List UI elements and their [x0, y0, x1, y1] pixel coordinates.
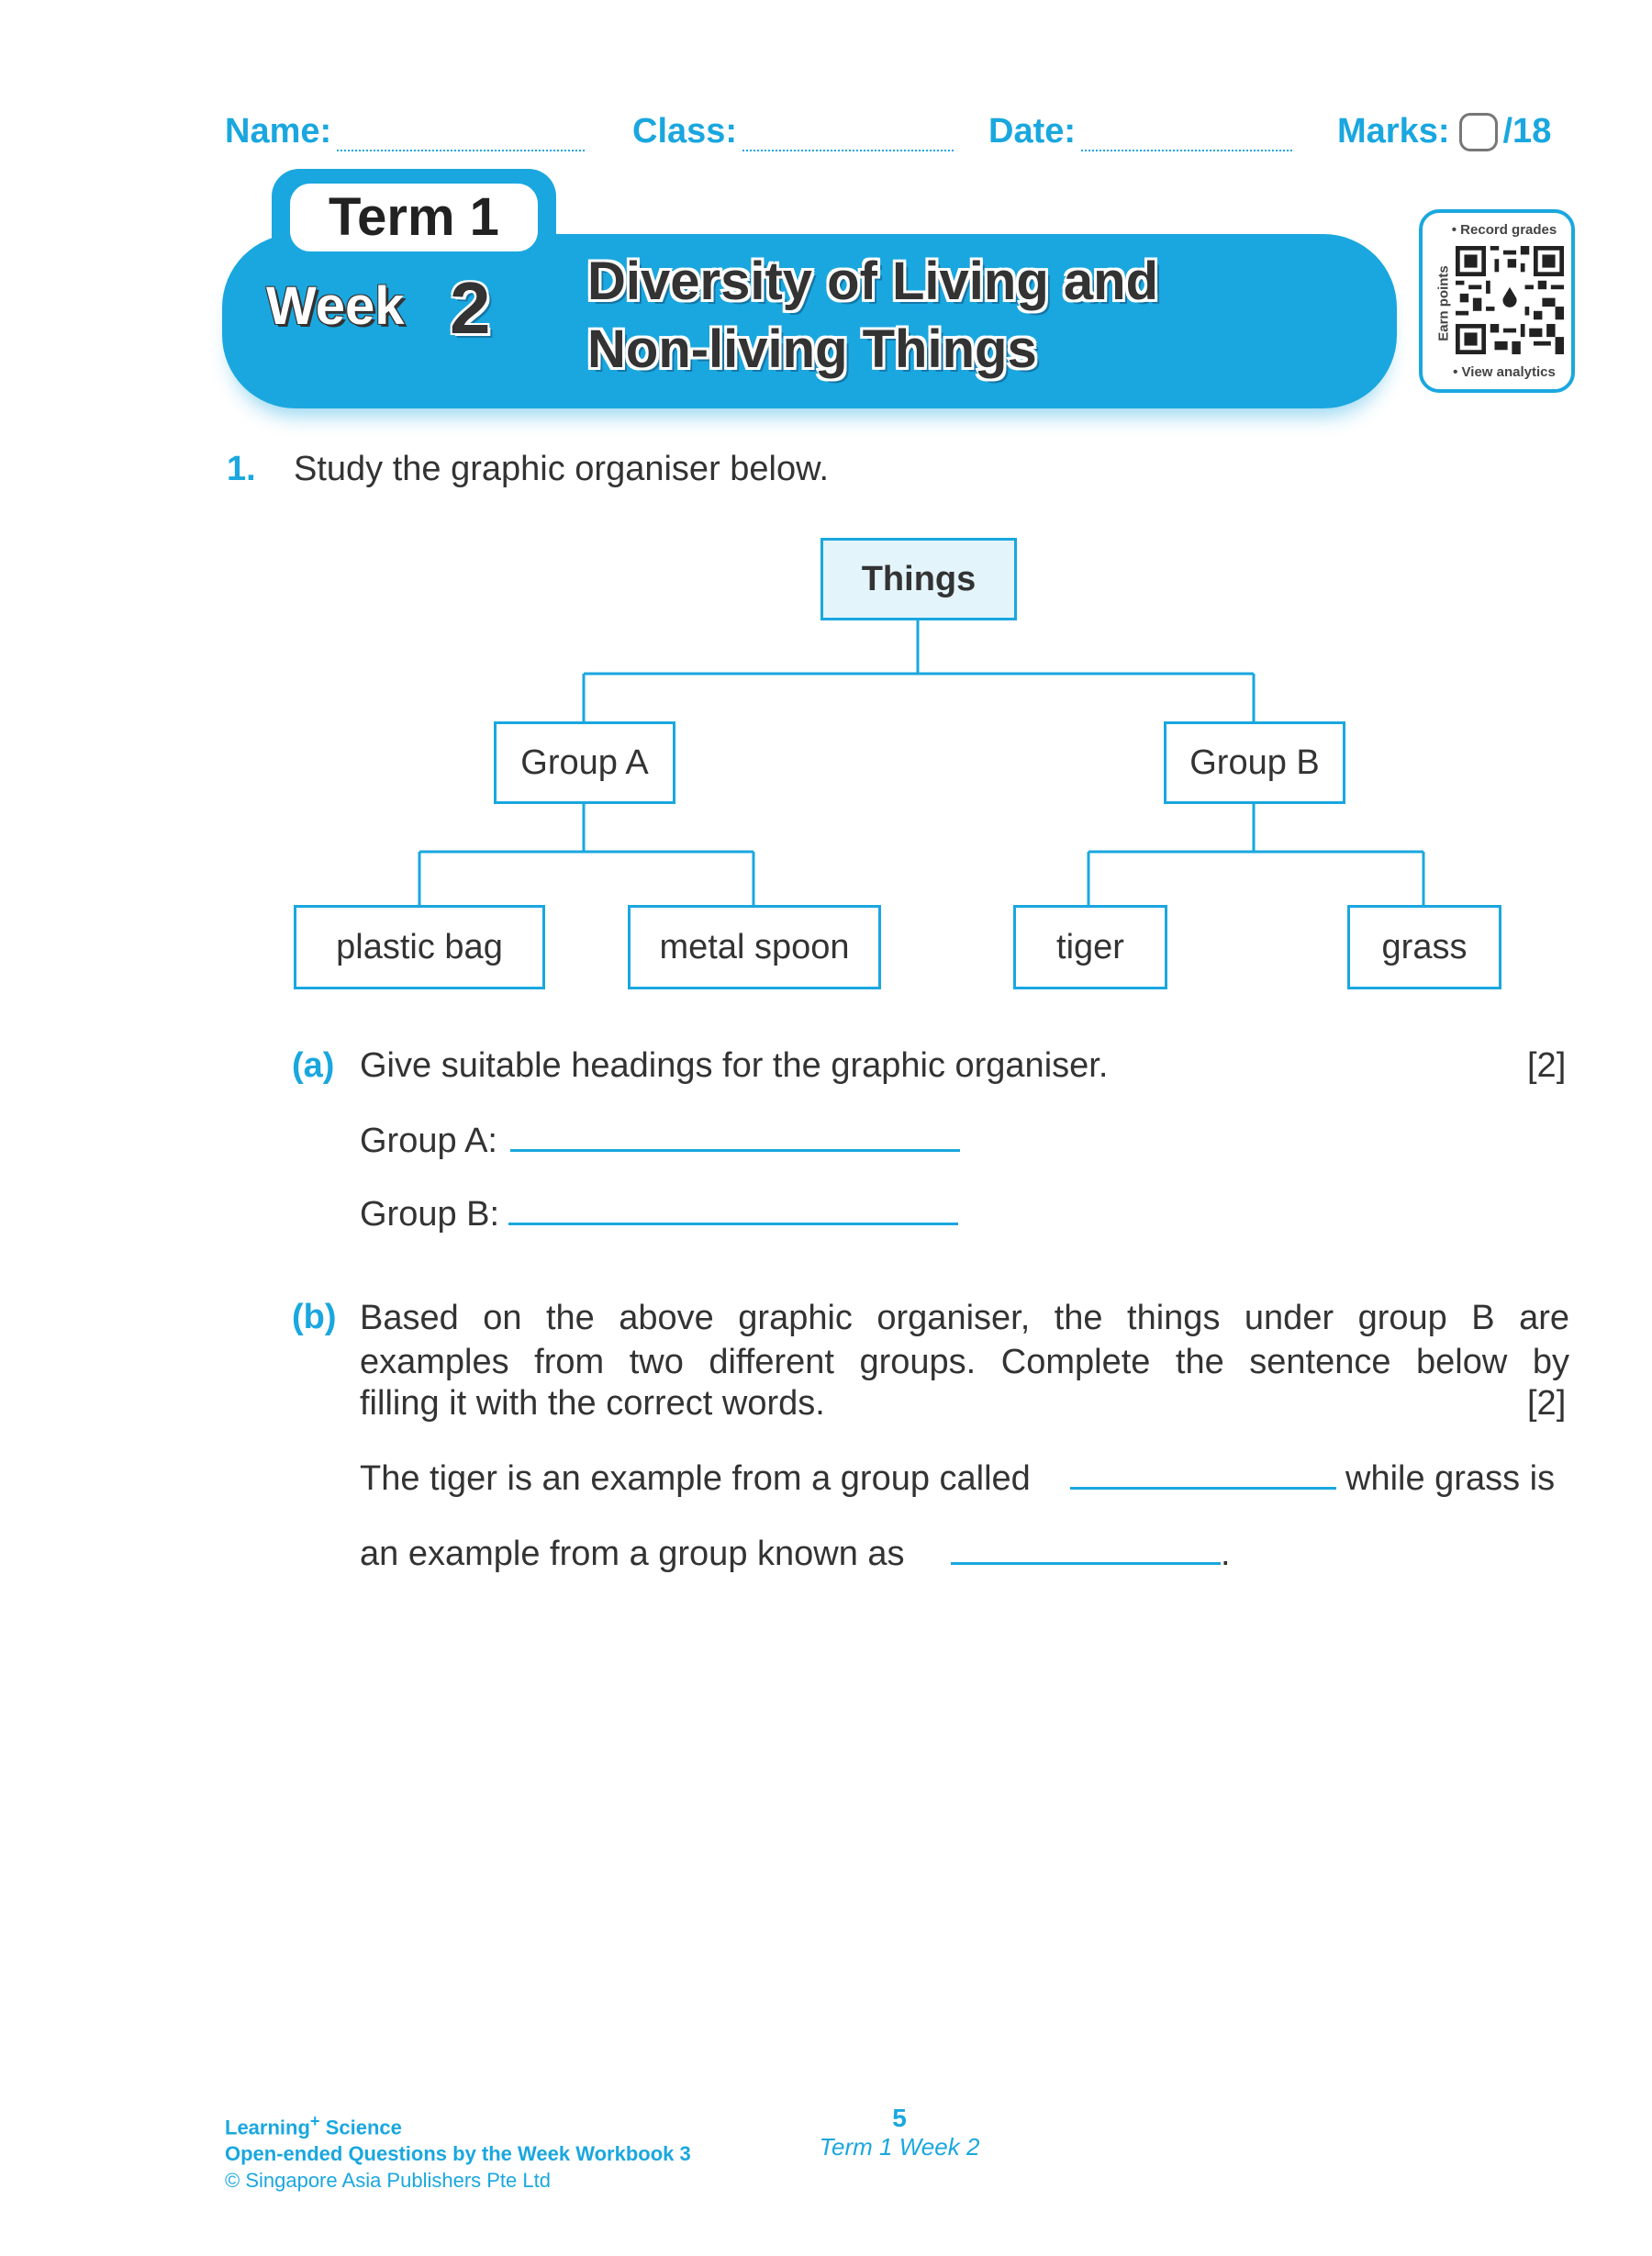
group-a-answer-line[interactable] [510, 1149, 960, 1152]
organiser-group-b-node: Group B [1164, 721, 1345, 804]
sentence2-start: an example from a group known as [360, 1535, 905, 1573]
part-b-question-line1: Based on the above graphic organiser, the things under group B are [360, 1299, 1569, 1337]
footer-section: Term 1 Week 2 [819, 2133, 980, 2161]
qr-card[interactable] [1419, 209, 1575, 393]
week-label: Week [266, 276, 405, 336]
organiser-leaf-node: metal spoon [628, 905, 881, 989]
topic-title-line1: Diversity of Living and [587, 251, 1158, 311]
sentence2-end: . [1221, 1535, 1231, 1573]
part-b-label: (b) [292, 1298, 337, 1336]
footer-page-info [808, 2104, 991, 2161]
name-line[interactable] [337, 117, 585, 151]
footer-brand-sup: + [309, 2111, 320, 2130]
marks-total: /18 [1502, 112, 1552, 151]
organiser-leaf-node: plastic bag [294, 905, 545, 989]
marks-field [1337, 112, 1551, 151]
date-label: Date: [988, 112, 1077, 151]
organiser-group-a-node: Group A [494, 721, 675, 804]
qr-view-analytics: • View analytics [1453, 364, 1556, 380]
name-label: Name: [225, 112, 332, 151]
marks-label: Marks: [1337, 112, 1450, 151]
date-field[interactable] [988, 112, 1292, 151]
topic-title [587, 248, 1158, 384]
date-line[interactable] [1081, 117, 1292, 151]
sentence1-end: while grass is [1345, 1459, 1556, 1498]
part-b-question-line2: examples from two different groups. Complete the sentence below by [360, 1343, 1569, 1381]
qr-record-grades: • Record grades [1451, 222, 1557, 238]
sentence1-start: The tiger is an example from a group called [360, 1459, 1031, 1498]
qr-earn-points: Earn points [1435, 265, 1452, 341]
class-line[interactable] [742, 117, 954, 151]
part-a-marks: [2] [1527, 1046, 1567, 1085]
question-number: 1. [227, 450, 256, 488]
marks-box[interactable] [1459, 113, 1498, 151]
group-b-answer-line[interactable] [508, 1223, 958, 1225]
group-b-answer-label: Group B: [360, 1195, 500, 1234]
organiser-leaf-node: grass [1347, 905, 1501, 989]
animals-answer-line[interactable] [1070, 1487, 1336, 1490]
question-prompt: Study the graphic organiser below. [294, 450, 830, 488]
group-a-answer-label: Group A: [360, 1122, 497, 1160]
name-field[interactable] [225, 112, 585, 151]
organiser-leaf-node: tiger [1013, 905, 1167, 989]
part-a-question: Give suitable headings for the graphic organiser. [360, 1046, 1109, 1085]
part-b-marks: [2] [1527, 1384, 1567, 1423]
term-label: Term 1 [290, 184, 538, 251]
class-label: Class: [632, 112, 738, 151]
part-a-label: (a) [292, 1046, 335, 1085]
footer-book-info [225, 2107, 691, 2194]
part-b-question-line3: filling it with the correct words. [360, 1384, 825, 1423]
footer-brand: Learning [225, 2116, 310, 2139]
footer-copyright: © Singapore Asia Publishers Pte Ltd [225, 2169, 551, 2193]
plants-answer-line[interactable] [951, 1562, 1221, 1565]
page-number: 5 [892, 2104, 907, 2132]
footer-subject: Science [319, 2116, 402, 2139]
organiser-root-node: Things [820, 538, 1017, 620]
footer-series: Open-ended Questions by the Week Workbook 3 [225, 2142, 691, 2166]
qr-code-icon[interactable] [1456, 246, 1564, 354]
week-number: 2 [450, 267, 491, 349]
worksheet-header [225, 112, 1574, 163]
class-field[interactable] [632, 112, 954, 151]
topic-title-line2: Non-living Things [587, 319, 1037, 379]
